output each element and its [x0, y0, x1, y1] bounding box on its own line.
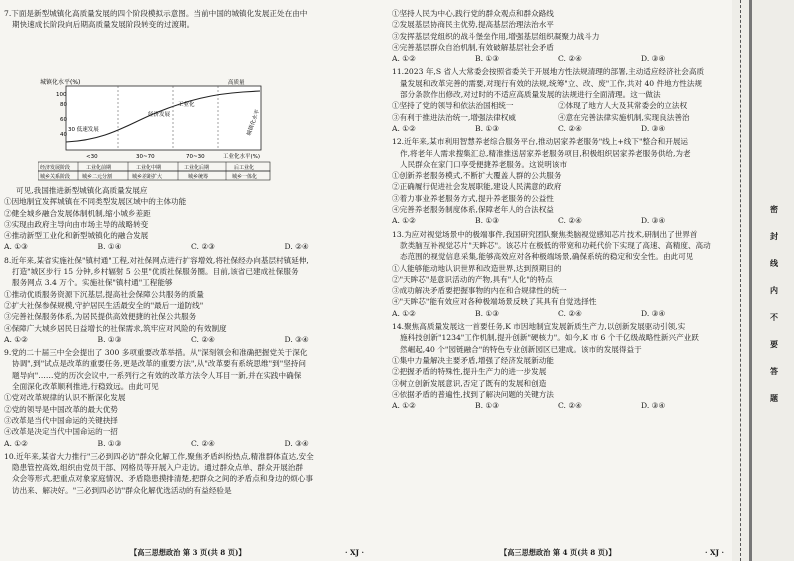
- question-14: [392, 321, 724, 411]
- q11-stem-line: 11.2023 年,S 省人大常委会按照省委关于开展地方性法规清理的部署,主动适应经济社会高质: [392, 67, 705, 77]
- option-a[interactable]: A. ①③: [4, 242, 28, 252]
- q10-stem-line: 隐患管控高效,组织由党员干部、网格员等开展入户走访。通过群众点单、群众开展治群: [12, 463, 303, 473]
- q9-stem-line: 全面深化改革顺利推进,行稳致远。由此可见: [12, 382, 159, 392]
- option-c[interactable]: C. ②④: [191, 334, 215, 344]
- question-7: [4, 8, 378, 31]
- option-a[interactable]: A. ①②: [392, 216, 416, 226]
- answer-item: ③着力事业养老服务方式,提升养老服务的公益性: [392, 193, 554, 203]
- option-c[interactable]: C. ②④: [191, 438, 215, 448]
- q13-stem-line: 态范围的视觉信息采集,能够高效应对各种极端场景,确保系统的稳定和安全性。由此可见: [400, 252, 694, 262]
- question-10: [4, 451, 378, 496]
- answer-item: ④"天眸芯"能有效应对各种极端场景反映了其具有自觉选择性: [392, 297, 597, 307]
- answer-item: ①坚持人民为中心,践行党的群众观点和群众路线: [392, 9, 554, 18]
- answer-item: ④依据矛盾的普遍性,找到了解决问题的关键方法: [392, 389, 554, 399]
- seal-bar: [749, 0, 752, 561]
- left-page-column-lower: [4, 185, 378, 496]
- answer-item: ①因地制宜发挥城镇在不同类型发展区域中的主体功能: [4, 197, 187, 207]
- q8-stem-line: 服务网点 3.4 万个。实施社保"镇村通"工程能够: [12, 278, 173, 288]
- option-d[interactable]: D. ②④: [284, 242, 309, 252]
- q8-options: [4, 334, 378, 345]
- option-d[interactable]: D. ③④: [641, 54, 666, 64]
- answer-item: ④意在完善法律实施机制,实现良法善治: [558, 112, 690, 122]
- q7-stem-line: 期快速成长阶段向后期高质量发展阶段转变的过渡期。: [12, 20, 195, 30]
- answer-item: ④完善基层群众自治机制,有效破解基层社会矛盾: [392, 42, 554, 52]
- answer-item: ②体现了地方人大及其常委会的立法权: [558, 101, 688, 111]
- q9-stem-line: 协调",到"试点是改革的重要任务,更是改革的重要方法",从"改革要有系统思维"到"坚持问: [12, 359, 306, 369]
- option-b[interactable]: B. ①③: [97, 334, 122, 344]
- option-c[interactable]: C. ②④: [558, 123, 582, 133]
- q14-stem-line: 施科技创新"1234"工作机制,提升创新"硬核力"。如今,K 市 6 个千亿级战略性新兴产业跃: [400, 333, 699, 343]
- seal-char: 要: [770, 339, 778, 349]
- option-b[interactable]: B. ①③: [475, 123, 500, 133]
- answer-item: ③完善社保服务体系,为居民提供高效便捷的社保公共服务: [4, 312, 197, 322]
- table-cell: 工业化后期: [184, 165, 210, 171]
- q10-options: [392, 53, 724, 64]
- table-cell: 城乡统筹: [188, 174, 209, 180]
- y-tick-label: 60: [60, 117, 67, 123]
- q11-stem-line: 量发展和改革完善的需要,对现行有效的法规,统筹"立、改、废"工作,共对 40 件地方性法规: [400, 78, 703, 88]
- option-c[interactable]: C. ②④: [558, 216, 582, 226]
- answer-item: ②正确履行促进社会发展职能,建设人民满意的政府: [392, 182, 562, 192]
- q7-options: [4, 241, 378, 252]
- answer-item: ②扩大社保参保规模,守护居民生活最安全的"最后一道防线": [4, 300, 204, 310]
- answer-item: ③成功解决矛盾要把握事物的内在和合规律性的统一: [392, 286, 567, 296]
- option-d[interactable]: D. ③④: [641, 401, 666, 411]
- question-8: [4, 255, 378, 345]
- answer-item: ②发展基层协商民主优势,提高基层治理法治水平: [392, 20, 554, 30]
- q12-options: [392, 215, 724, 226]
- q12-stem-line: 12.近年来,某市利用智慧养老综合服务平台,推动居家养老服务"线上+线下"整合和开展运: [392, 137, 689, 147]
- y-tick-label: 100: [56, 92, 67, 98]
- seal-char: 线: [770, 258, 778, 268]
- question-9: [4, 347, 378, 449]
- stage-label: 城镇化水平: [246, 108, 262, 137]
- seal-char: 不: [770, 312, 778, 322]
- q7-after-chart: 可见,我国推进新型城镇化高质量发展应: [16, 186, 148, 195]
- option-d[interactable]: D. ③④: [284, 334, 309, 344]
- q11-stem-line: 部分条款作出修改,对过时的不适应高质量发展的法规进行全面清理。这一做法: [400, 90, 661, 100]
- seal-char: 封: [770, 231, 778, 241]
- option-d[interactable]: D. ③④: [641, 123, 666, 133]
- q13-stem-line: 款类脑互补视觉芯片"天眸芯"。该芯片在极低的带宽和功耗代价下实现了高速、高精度、高动: [400, 240, 711, 250]
- table-cell: 经济发展阶段: [40, 165, 71, 171]
- answer-item: ③有利于推进法治统一,增强法律权威: [392, 112, 516, 122]
- answer-item: ②健全城乡融合发展体制机制,缩小城乡差距: [4, 208, 151, 218]
- band-label: 30 低速发展: [68, 127, 99, 133]
- answer-item: ④完善养老服务制度体系,保障老年人的合法权益: [392, 205, 554, 215]
- answer-item: ②把握矛盾的特殊性,提升生产力的进一步发展: [392, 367, 547, 377]
- seal-line-margin: [732, 0, 794, 561]
- q13-options: [392, 308, 724, 319]
- option-b[interactable]: B. ①③: [97, 438, 122, 448]
- chart-y-title: 城镇化水平(%): [40, 79, 81, 86]
- option-a[interactable]: A. ①②: [392, 54, 416, 64]
- answer-item: ①人能够能动地认识世界和改造世界,达到预期目的: [392, 263, 562, 273]
- q14-stem-line: 然崛起,40 个"园链融合"的特色专业创新园区已建成。该市的发展得益于: [400, 344, 642, 354]
- x-tick-label: <30: [86, 154, 98, 160]
- q14-options: [392, 400, 724, 411]
- q8-stem-line: 打造"城区步行 15 分钟,乡村辐射 5 公里"优质社保服务圈。目前,该省已建成社保服务: [12, 267, 299, 277]
- option-b[interactable]: B. ①③: [475, 54, 500, 64]
- x-tick-label: 30~70: [136, 154, 155, 160]
- option-b[interactable]: B. ①③: [475, 401, 500, 411]
- option-b[interactable]: B. ①③: [475, 216, 500, 226]
- q12-stem-line: 作,将老年人需求搜集汇总,精准推送居家养老服务项目,积极组织居家养老服务供给,为老: [400, 148, 691, 158]
- seal-char: 内: [770, 285, 778, 295]
- q12-stem-line: 人民群众在家门口享受便捷养老服务。这说明该市: [400, 159, 568, 169]
- answer-item: ④保障广大城乡居民日益增长的社保需求,筑牢应对风险的有效制度: [4, 323, 227, 333]
- left-page-column: [4, 8, 378, 31]
- answer-item: ③发挥基层党组织的战斗堡垒作用,增强基层组织凝聚力战斗力: [392, 31, 600, 41]
- seal-char: 题: [770, 393, 778, 403]
- answer-item: ①坚持了党的领导和依法治国相统一: [392, 101, 514, 111]
- answer-item: ①集中力量解决主要矛盾,增强了经济发展新动能: [392, 355, 554, 365]
- answer-item: ④推动新型工业化和新型城镇化的融合发展: [4, 231, 149, 241]
- seal-char: 密: [770, 204, 778, 214]
- answer-item: ③改革是当代中国命运的关键抉择: [4, 415, 118, 425]
- answer-item: ②"天眸芯"是意识活动的产物,具有"人化"的特点: [392, 274, 553, 284]
- q10-stem-line: 访出来、解决好。"三必到四必访"群众化解优选活动的有益经验是: [12, 485, 232, 495]
- right-page-column: [392, 8, 724, 411]
- band-label: 工业化: [178, 102, 195, 108]
- page-footer-left: 【高三思想政治 第 3 页(共 8 页)】: [130, 548, 246, 557]
- option-d[interactable]: D. ③④: [284, 438, 309, 448]
- option-d[interactable]: D. ③④: [641, 216, 666, 226]
- option-a[interactable]: A. ①②: [4, 438, 28, 448]
- question-11: [392, 66, 724, 134]
- page-footer-mark: · XJ ·: [705, 548, 724, 557]
- table-cell: 城乡差距扩大: [132, 174, 163, 180]
- q10-stem-line: 10.近年来,某省大力推行"三必到四必访"群众化解工作,聚焦矛盾纠纷热点,精准群体直达,安全: [4, 451, 314, 461]
- question-13: [392, 229, 724, 319]
- option-b[interactable]: B. ①④: [97, 242, 122, 252]
- q7-stem-line: 7.下面是新型城镇化高质量发展的四个阶段模拟示意图。当前中国的城镇化发展正处在由中: [4, 9, 308, 18]
- option-c[interactable]: C. ②③: [191, 242, 215, 252]
- answer-item: ③树立创新发展意识,否定了既有的发展和创造: [392, 378, 547, 388]
- q14-stem-line: 14.聚焦高质量发展这一首要任务,K 市因地制宜发展新质生产力,以创新发展驱动引领,实: [392, 322, 686, 332]
- table-cell: 工业化前期: [86, 165, 112, 171]
- table-cell: 城乡一体化: [232, 174, 258, 180]
- q9-stem-line: 9.党的二十届三中全会提出了 300 多项重要改革举措。从"深刻领会和准确把握党关于深化: [4, 348, 308, 358]
- option-a[interactable]: A. ①②: [392, 308, 416, 318]
- q9-stem-line: 题导向"……党的历次会议中,一系列行之有效的改革方法令人耳目一新,并在实践中确保: [12, 370, 302, 380]
- page-footer-left: 【高三思想政治 第 4 页(共 8 页)】: [500, 548, 616, 557]
- answer-item: ③实现由政府主导向由市场主导的战略转变: [4, 219, 149, 229]
- q8-stem-line: 8.近年来,某省实施社保"镇村通"工程,对社保网点进行扩容增效,将社保经办向基层村镇延伸,: [4, 255, 309, 265]
- seal-dashed-line: [740, 0, 741, 561]
- q9-options: [4, 438, 378, 449]
- table-cell: 城乡关系阶段: [40, 174, 71, 180]
- stage-label: 高质量: [228, 80, 245, 86]
- q11-options: [392, 123, 724, 134]
- option-c[interactable]: C. ②④: [558, 308, 582, 318]
- option-a[interactable]: A. ①②: [392, 401, 416, 411]
- band-label: 经济发展: [148, 112, 171, 118]
- chart-plot-area: [66, 86, 261, 150]
- page-footer-mark: · XJ ·: [345, 548, 364, 557]
- urbanization-chart: [38, 76, 278, 184]
- option-b[interactable]: B. ①③: [475, 308, 500, 318]
- table-cell: 城乡二元分割: [82, 174, 113, 180]
- table-cell: 后工业化: [234, 165, 255, 171]
- option-c[interactable]: C. ②④: [558, 401, 582, 411]
- answer-item: ④改革是决定当代中国命运的一招: [4, 427, 118, 437]
- seal-char: 答: [770, 366, 778, 376]
- option-c[interactable]: C. ②④: [558, 54, 582, 64]
- x-tick-label: 70~30: [186, 154, 205, 160]
- q10-stem-line: 众会等形式,把重点对象家庭情况、矛盾隐患摸排清楚,把群众之间的矛盾点和身边的烦心事: [12, 474, 313, 484]
- y-tick-label: 80: [60, 102, 67, 108]
- q13-stem-line: 13.为应对视觉场景中的极端事件,我国研究团队聚焦类脑视觉感知芯片技术,研制出了世界首: [392, 229, 698, 239]
- question-12: [392, 136, 724, 226]
- option-a[interactable]: A. ①②: [392, 123, 416, 133]
- x-tick-label: 工业化水平(%): [223, 154, 261, 160]
- table-cell: 工业化中期: [136, 165, 162, 171]
- answer-item: ①推动优质服务资源下沉基层,提高社会保障公共服务的质量: [4, 289, 204, 299]
- answer-item: ②党的领导是中国改革的最大优势: [4, 404, 118, 414]
- answer-item: ①创新养老服务模式,不断扩大覆盖人群的公共服务: [392, 171, 562, 181]
- option-d[interactable]: D. ③④: [641, 308, 666, 318]
- option-a[interactable]: A. ①②: [4, 334, 28, 344]
- y-tick-label: 40: [60, 132, 67, 138]
- answer-item: ①党对改革规律的认识不断深化发展: [4, 393, 126, 403]
